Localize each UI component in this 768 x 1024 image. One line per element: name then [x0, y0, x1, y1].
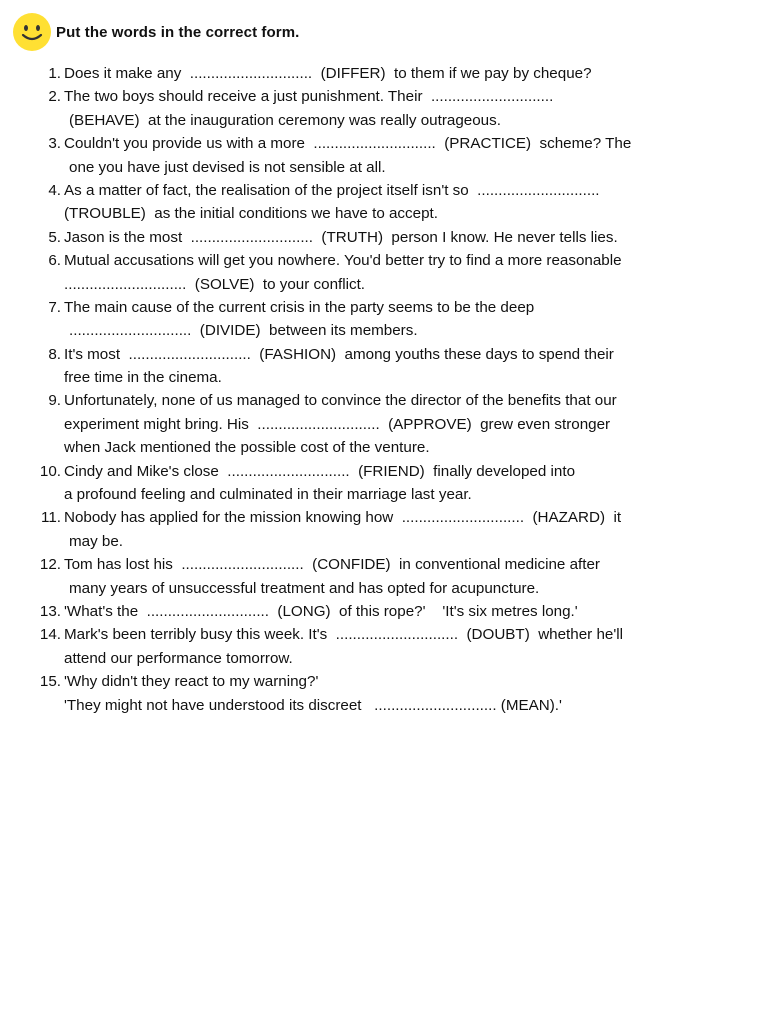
exercise-item-continuation: [0, 319, 768, 342]
item-number: 5.: [48, 228, 61, 246]
item-text: Jason is the most ............................. (TRUTH) person I know. He never tells lies.: [64, 228, 618, 246]
item-number: 6.: [48, 252, 61, 270]
item-number: 13.: [39, 602, 61, 620]
item-text: Tom has lost his ............................. (CONFIDE) in conventional medicine after: [64, 556, 600, 574]
item-number: 14.: [39, 626, 61, 644]
item-number: 4.: [48, 181, 61, 199]
item-number: 12.: [39, 556, 61, 574]
exercise-item: [0, 670, 768, 693]
item-text: when Jack mentioned the possible cost of the venture.: [64, 439, 430, 457]
item-number: 8.: [48, 345, 61, 363]
item-text: (TROUBLE) as the initial conditions we have to accept.: [64, 205, 438, 223]
exercise-list: [0, 62, 768, 717]
exercise-item: [0, 226, 768, 249]
exercise-item-continuation: [0, 436, 768, 459]
item-text: It's most ............................. (FASHION) among youths these days to spend their: [64, 345, 614, 363]
exercise-item-continuation: [0, 530, 768, 553]
item-number: 9.: [48, 392, 61, 410]
exercise-item: [0, 85, 768, 108]
item-number: 15.: [39, 673, 61, 691]
exercise-item-continuation: [0, 413, 768, 436]
exercise-item-continuation: [0, 647, 768, 670]
exercise-item: [0, 132, 768, 155]
item-text: Nobody has applied for the mission knowing how ............................. (HAZARD) it: [64, 509, 622, 527]
exercise-item: [0, 343, 768, 366]
exercise-item: [0, 249, 768, 272]
smiley-face-icon: [12, 12, 52, 52]
item-text: Unfortunately, none of us managed to convince the director of the benefits that our: [64, 392, 617, 410]
exercise-item-continuation: [0, 577, 768, 600]
exercise-item-continuation: [0, 366, 768, 389]
item-text: The two boys should receive a just punishment. Their .............................: [64, 88, 554, 106]
item-text: 'They might not have understood its discreet ............................. (MEAN).': [64, 696, 562, 714]
item-text: Does it make any ............................. (DIFFER) to them if we pay by cheque?: [64, 65, 592, 82]
exercise-header: [12, 12, 299, 52]
item-text: ............................. (SOLVE) to your conflict.: [64, 275, 366, 293]
exercise-item-continuation: [0, 273, 768, 296]
item-text: ............................. (DIVIDE) between its members.: [69, 322, 418, 340]
item-text: free time in the cinema.: [64, 369, 222, 387]
item-number: 1.: [48, 65, 61, 82]
item-number: 11.: [41, 509, 61, 527]
item-text: one you have just devised is not sensible at all.: [69, 158, 386, 176]
exercise-item-continuation: [0, 109, 768, 132]
item-text: Cindy and Mike's close ............................. (FRIEND) finally developed into: [64, 462, 576, 480]
item-text: a profound feeling and culminated in their marriage last year.: [64, 486, 472, 504]
exercise-item-continuation: [0, 156, 768, 179]
item-text: (BEHAVE) at the inauguration ceremony was really outrageous.: [69, 111, 501, 129]
exercise-item: [0, 506, 768, 529]
exercise-item-continuation: [0, 483, 768, 506]
item-text: Mutual accusations will get you nowhere. You'd better try to find a more reasonable: [64, 252, 622, 270]
item-text: The main cause of the current crisis in the party seems to be the deep: [64, 298, 535, 316]
item-text: 'What's the ............................. (LONG) of this rope?' 'It's six metres long.': [64, 602, 578, 620]
exercise-item-continuation: [0, 694, 768, 717]
exercise-item-continuation: [0, 202, 768, 225]
item-number: 2.: [48, 88, 61, 106]
exercise-item: [0, 460, 768, 483]
item-number: 7.: [48, 298, 61, 316]
exercise-item: [0, 389, 768, 412]
exercise-item: [0, 296, 768, 319]
item-text: Mark's been terribly busy this week. It's ............................. (DOUBT) whether he'll: [64, 626, 623, 644]
item-number: 3.: [48, 135, 61, 153]
item-text: many years of unsuccessful treatment and has opted for acupuncture.: [69, 579, 540, 597]
exercise-item: [0, 553, 768, 576]
exercise-item: [0, 179, 768, 202]
exercise-item: [0, 600, 768, 623]
item-text: As a matter of fact, the realisation of the project itself isn't so .............................: [64, 181, 600, 199]
item-text: attend our performance tomorrow.: [64, 649, 293, 667]
item-text: Couldn't you provide us with a more ............................. (PRACTICE) scheme? The: [64, 135, 632, 153]
item-text: 'Why didn't they react to my warning?': [64, 673, 319, 691]
item-text: may be.: [69, 532, 124, 550]
exercise-title: Put the words in the correct form.: [56, 23, 300, 41]
exercise-item: [0, 62, 768, 85]
exercise-item: [0, 623, 768, 646]
item-text: experiment might bring. His ............................. (APPROVE) grew even stronger: [64, 415, 611, 433]
item-number: 10.: [39, 462, 61, 480]
